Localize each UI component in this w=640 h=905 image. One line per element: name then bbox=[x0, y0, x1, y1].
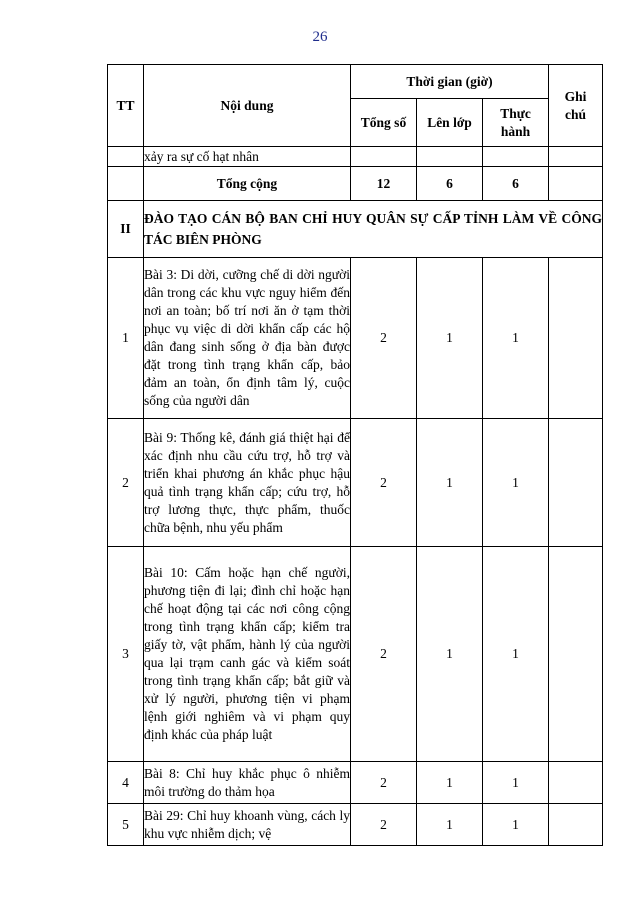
continuation-empty-3 bbox=[483, 147, 549, 167]
total-tt bbox=[108, 167, 144, 201]
row-content: Bài 8: Chỉ huy khắc phục ô nhiễm môi trường do thảm họa bbox=[144, 762, 351, 804]
section-row bbox=[108, 201, 603, 258]
row-thuc-hanh: 1 bbox=[483, 419, 549, 547]
row-content: Bài 9: Thống kê, đánh giá thiệt hại để xác định nhu cầu cứu trợ, hỗ trợ và triển khai phương án khắc phục hậu quả tình trạng khẩn cấp; cứu trợ, hỗ trợ lương thực, thực phẩm, thuốc chữa bệnh, nhu yếu phẩm bbox=[144, 419, 351, 547]
row-ghi-chu bbox=[549, 762, 603, 804]
continuation-empty-2 bbox=[417, 147, 483, 167]
row-tong-so: 2 bbox=[351, 762, 417, 804]
continuation-tt bbox=[108, 147, 144, 167]
header-tong-so: Tổng số bbox=[351, 99, 417, 147]
row-thuc-hanh: 1 bbox=[483, 804, 549, 846]
row-thuc-hanh: 1 bbox=[483, 258, 549, 419]
table-row bbox=[108, 547, 603, 762]
header-noi-dung: Nội dung bbox=[144, 65, 351, 147]
row-content: Bài 29: Chỉ huy khoanh vùng, cách ly khu vực nhiễm dịch; vệ bbox=[144, 804, 351, 846]
training-schedule-table bbox=[107, 64, 603, 846]
section-number: II bbox=[108, 201, 144, 258]
header-thuc-hanh-label: Thực hành bbox=[500, 105, 531, 139]
total-thuc-hanh: 6 bbox=[483, 167, 549, 201]
header-thuc-hanh bbox=[483, 99, 549, 147]
total-row bbox=[108, 167, 603, 201]
continuation-empty-4 bbox=[549, 147, 603, 167]
row-tt: 1 bbox=[108, 258, 144, 419]
row-len-lop: 1 bbox=[417, 419, 483, 547]
row-len-lop: 1 bbox=[417, 258, 483, 419]
row-tt: 4 bbox=[108, 762, 144, 804]
continuation-empty-1 bbox=[351, 147, 417, 167]
row-tt: 5 bbox=[108, 804, 144, 846]
row-len-lop: 1 bbox=[417, 762, 483, 804]
table-row bbox=[108, 419, 603, 547]
header-ghi-chu bbox=[549, 65, 603, 147]
row-content: Bài 3: Di dời, cưỡng chế di dời người dân trong các khu vực nguy hiểm đến nơi an toàn; bố trí nơi ăn ở tạm thời phục vụ việc di dời khẩn cấp các hộ dân đang sinh sống ở địa bàn được đặt trong tình trạng khẩn cấp, bảo đảm an toàn, ổn định tâm lý, cuộc sống của người dân bbox=[144, 258, 351, 419]
row-len-lop: 1 bbox=[417, 547, 483, 762]
row-thuc-hanh: 1 bbox=[483, 762, 549, 804]
row-tt: 2 bbox=[108, 419, 144, 547]
header-ghi-chu-label: Ghi chú bbox=[564, 88, 587, 122]
header-tt: TT bbox=[108, 65, 144, 147]
header-thoi-gian: Thời gian (giờ) bbox=[351, 65, 549, 99]
table-row bbox=[108, 762, 603, 804]
header-row-1 bbox=[108, 65, 603, 99]
row-tong-so: 2 bbox=[351, 258, 417, 419]
row-ghi-chu bbox=[549, 547, 603, 762]
row-tong-so: 2 bbox=[351, 804, 417, 846]
total-ghi-chu bbox=[549, 167, 603, 201]
header-len-lop: Lên lớp bbox=[417, 99, 483, 147]
section-title: ĐÀO TẠO CÁN BỘ BAN CHỈ HUY QUÂN SỰ CẤP TỈNH LÀM VỀ CÔNG TÁC BIÊN PHÒNG bbox=[144, 201, 603, 258]
total-label: Tổng cộng bbox=[144, 167, 351, 201]
row-thuc-hanh: 1 bbox=[483, 547, 549, 762]
table-row bbox=[108, 258, 603, 419]
row-tt: 3 bbox=[108, 547, 144, 762]
continuation-content: xảy ra sự cố hạt nhân bbox=[144, 147, 351, 167]
row-ghi-chu bbox=[549, 804, 603, 846]
total-tong-so: 12 bbox=[351, 167, 417, 201]
row-ghi-chu bbox=[549, 258, 603, 419]
row-tong-so: 2 bbox=[351, 419, 417, 547]
table-row bbox=[108, 804, 603, 846]
total-len-lop: 6 bbox=[417, 167, 483, 201]
row-ghi-chu bbox=[549, 419, 603, 547]
row-content: Bài 10: Cấm hoặc hạn chế người, phương tiện đi lại; đình chỉ hoặc hạn chế hoạt động tại các nơi công cộng trong tình trạng khẩn cấp; kiểm tra giấy tờ, vật phẩm, hành lý của người qua lại trạm canh gác và kiểm soát trong tình trạng khẩn cấp; bắt giữ và xử lý người, phương tiện vi phạm lệnh giới nghiêm và vi phạm quy định khác của pháp luật bbox=[144, 547, 351, 762]
row-tong-so: 2 bbox=[351, 547, 417, 762]
continuation-row bbox=[108, 147, 603, 167]
row-len-lop: 1 bbox=[417, 804, 483, 846]
page-number: 26 bbox=[312, 29, 328, 45]
